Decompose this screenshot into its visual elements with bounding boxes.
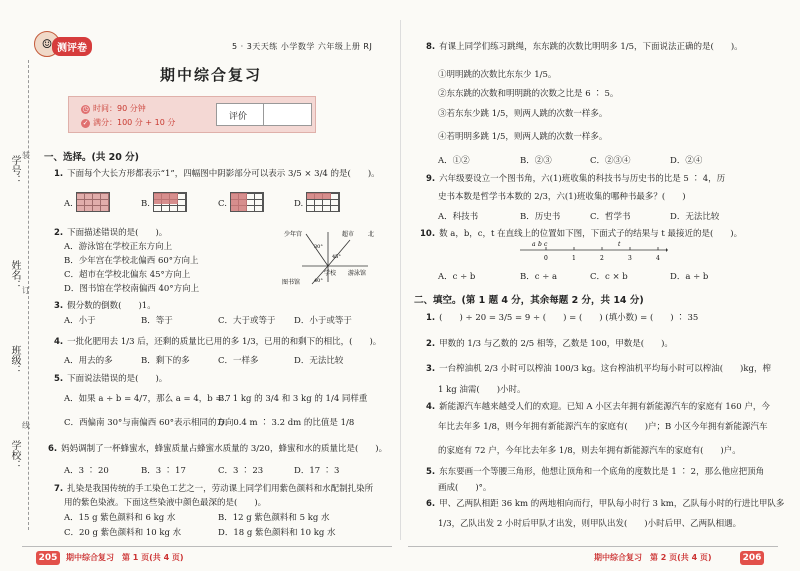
label-school: 学校 xyxy=(324,270,337,277)
fill-5-cont: 画成( )°。 xyxy=(438,483,492,493)
q3-option-c: C．大于或等于 xyxy=(218,316,276,326)
logo-text: 测评卷 xyxy=(52,37,92,56)
evaluation-divider xyxy=(263,104,264,125)
q4-option-b: B．剩下的多 xyxy=(141,356,190,366)
page-number-right: 206 xyxy=(740,551,764,565)
book-header: 5 · 3天天练 小学数学 六年级上册 RJ xyxy=(232,42,373,51)
label-north: 北 xyxy=(368,231,375,238)
q10-option-d: D．a ÷ b xyxy=(670,272,709,282)
total-score: ✓ 满分：100 分 + 10 分 xyxy=(82,118,176,127)
point-a: a xyxy=(532,241,536,248)
question-6: 6. 妈妈调制了一杯蜂蜜水，蜂蜜质量占蜂蜜水质量的 3/20，蜂蜜和水的质量比是( )。 xyxy=(48,444,388,454)
right-footer xyxy=(408,546,778,567)
q6-option-c: C．3 ∶ 23 xyxy=(218,466,264,476)
q2-option-a: A．游泳馆在学校正东方向上 xyxy=(64,242,173,252)
q8-statement-1: ①明明跳的次数比东东少 1/5。 xyxy=(438,70,557,80)
binding-mark-2: 订 xyxy=(22,286,30,295)
angle-30: 30° xyxy=(314,244,323,250)
student-id-label: 学号： xyxy=(9,155,20,185)
q7-option-c: C．20 g 紫色颜料和 10 kg 水 xyxy=(64,528,182,538)
q1-option-a: A. xyxy=(64,199,73,209)
q8-statement-2: ②东东跳的次数和明明跳的次数之比是 6 ∶ 5。 xyxy=(438,89,619,99)
question-1: 1. 下面每个大长方形都表示“1”，四幅图中阴影部分可以表示 3/5 × 3/4 的是( )。 xyxy=(54,169,380,179)
fill-3: 3. 一台榨油机 2/3 小时可以榨油 100/3 kg。这台榨油机平均每小时可以榨油( )kg，榨 xyxy=(426,364,771,374)
q1-option-b: B. xyxy=(141,199,150,209)
q9-option-c: C．哲学书 xyxy=(590,212,631,222)
q9-option-b: B．历史书 xyxy=(520,212,561,222)
section-fill-heading: 二、填空。(第 1 题 4 分，其余每题 2 分，共 14 分) xyxy=(414,295,644,306)
q9-option-d: D．无法比较 xyxy=(670,212,720,222)
left-footer xyxy=(22,546,392,567)
question-7-cont: 用的紫色染液。下面这些染液中颜色最深的是( )。 xyxy=(64,498,267,508)
question-10: 10. 数 a，b，c，t 在直线上的位置如下图，下面式子的结果与 t 最接近的是( )。 xyxy=(420,229,743,239)
footer-text-right: 期中综合复习 第 2 页(共 4 页) xyxy=(594,553,712,562)
clock-icon: ◷ xyxy=(82,105,89,113)
angle-45: 45° xyxy=(332,254,341,260)
q1-figure-a xyxy=(76,192,110,212)
q8-option-d: D．②④ xyxy=(670,156,703,166)
ray-supermarket xyxy=(328,240,350,266)
mascot-icon: ☺ xyxy=(34,31,60,57)
question-9-cont: 史书本数是哲学书本数的 2/3，六(1)班收集的哪种书最多？( ) xyxy=(438,192,686,202)
page-number-left: 205 xyxy=(36,551,60,565)
direction-diagram xyxy=(280,228,380,286)
q4-option-c: C．一样多 xyxy=(218,356,259,366)
q10-option-b: B．c ÷ a xyxy=(520,272,558,282)
point-b: b xyxy=(538,241,542,248)
q2-option-b: B．少年宫在学校北偏西 60°方向上 xyxy=(64,256,199,266)
q1-figure-d xyxy=(306,192,340,212)
q5-option-c: C．西偏南 30°与南偏西 60°表示相同的方向 xyxy=(64,418,234,428)
point-c: c xyxy=(544,241,548,248)
question-5: 5. 下面说法错误的是( )。 xyxy=(54,374,168,384)
evaluation-box xyxy=(216,103,312,126)
q3-option-d: D．小于或等于 xyxy=(294,316,352,326)
tick-label-0: 0 xyxy=(544,255,548,262)
q3-option-b: B．等于 xyxy=(141,316,173,326)
q3-option-a: A．小于 xyxy=(64,316,96,326)
question-9: 9. 六年级要设立一个图书角，六(1)班收集的科技书与历史书的比是 5 ∶ 4，历 xyxy=(426,174,726,184)
binding-mark-3: 线 xyxy=(22,421,30,430)
number-line xyxy=(520,240,668,264)
label-pool: 游泳馆 xyxy=(348,270,367,277)
q7-option-a: A．15 g 紫色颜料和 6 kg 水 xyxy=(64,513,176,523)
label-supermarket: 超市 xyxy=(342,231,355,238)
tick-label-4: 4 xyxy=(656,255,660,262)
q8-statement-4: ④若明明多跳 1/5，则两人跳的次数一样多。 xyxy=(438,132,608,142)
fill-6-cont: 1/3，乙队出发 2 小时后甲队才出发，则甲队出发( )小时后甲、乙两队相遇。 xyxy=(438,519,742,529)
exam-info-box xyxy=(68,96,316,133)
label-library: 图书馆 xyxy=(282,279,301,286)
q4-option-a: A．用去的多 xyxy=(64,356,113,366)
q9-option-a: A．科技书 xyxy=(438,212,479,222)
fill-4: 4. 新能源汽车越来越受人们的欢迎。已知 A 小区去年拥有新能源汽车的家庭有 160 户，今 xyxy=(426,402,770,412)
fill-4-cont-1: 年比去年多 1/8，则今年拥有新能源汽车的家庭有( )户；B 小区今年拥有新能源汽车 xyxy=(438,422,768,432)
page-fold xyxy=(400,20,401,540)
q6-option-b: B．3 ∶ 17 xyxy=(141,466,186,476)
question-3: 3. 假分数的倒数( )1。 xyxy=(54,301,156,311)
q10-option-c: C．c × b xyxy=(590,272,628,282)
school-label: 学校： xyxy=(9,440,20,470)
point-t: t xyxy=(618,241,621,248)
name-label: 姓名： xyxy=(9,260,20,290)
evaluation-label: 评价 xyxy=(229,112,248,122)
binding-mark-1: 装 xyxy=(22,151,30,160)
q5-option-d: D．0.4 m ∶ 3.2 dm 的比值是 1/8 xyxy=(218,418,355,428)
angle-40: 40° xyxy=(314,278,323,284)
q8-option-a: A．①② xyxy=(438,156,470,166)
q6-option-a: A．3 ∶ 20 xyxy=(64,466,109,476)
q1-figure-c xyxy=(230,192,264,212)
question-2: 2. 下面描述错误的是( )。 xyxy=(54,228,168,238)
q8-statement-3: ③若东东少跳 1/5，则两人跳的次数一样多。 xyxy=(438,109,608,119)
fill-4-cont-2: 的家庭有 72 户，今年比去年多 1/8，则去年拥有新能源汽车的家庭有( )户。 xyxy=(438,446,741,456)
q1-figure-b xyxy=(153,192,187,212)
number-line-arrow xyxy=(666,248,668,252)
q4-option-d: D．无法比较 xyxy=(294,356,344,366)
class-label: 班级： xyxy=(9,345,20,375)
q7-option-d: D．18 g 紫色颜料和 10 kg 水 xyxy=(218,528,336,538)
fill-6: 6. 甲、乙两队相距 36 km 的两地相向而行，甲队每小时行 3 km，乙队每小时的行进比甲队多 xyxy=(426,499,785,509)
fill-5: 5. 东东要画一个等腰三角形，他想让顶角和一个底角的度数比是 1 ∶ 2，那么他应把顶角 xyxy=(426,467,765,477)
fill-1: 1. ( ) ÷ 20 = 3/5 = 9 ÷ ( ) = ( ) (填小数) = ( ) ∶ 35 xyxy=(426,313,699,323)
right-page xyxy=(400,0,800,571)
q8-option-c: C．②③④ xyxy=(590,156,631,166)
section-choice-heading: 一、选择。(共 20 分) xyxy=(44,152,140,163)
ray-youth-palace xyxy=(306,234,328,266)
footer-text-left: 期中综合复习 第 1 页(共 4 页) xyxy=(66,553,184,562)
q1-option-d: D. xyxy=(294,199,304,209)
q1-option-c: C. xyxy=(218,199,227,209)
label-youth-palace: 少年宫 xyxy=(284,231,303,238)
fill-3-cont: 1 kg 油需( )小时。 xyxy=(438,385,526,395)
q2-option-d: D．图书馆在学校南偏西 40°方向上 xyxy=(64,284,200,294)
fill-2: 2. 甲数的 1/3 与乙数的 2/5 相等，乙数是 100，甲数是( )。 xyxy=(426,339,673,349)
q7-option-b: B．12 g 紫色颜料和 5 kg 水 xyxy=(218,513,330,523)
q2-option-c: C．超市在学校北偏东 45°方向上 xyxy=(64,270,191,280)
time-limit: ◷ 时间：90 分钟 xyxy=(82,104,146,113)
question-8: 8. 有课上同学们练习跳绳，东东跳的次数比明明多 1/5，下面说法正确的是( )。 xyxy=(426,42,743,52)
tick-label-3: 3 xyxy=(628,255,632,262)
q5-option-b: B．1 kg 的 3/4 和 3 kg 的 1/4 同样重 xyxy=(218,394,368,404)
q8-option-b: B．②③ xyxy=(520,156,552,166)
question-7: 7. 扎染是我国传统的手工染色工艺之一，劳动课上同学们用紫色颜料和水配制扎染所 xyxy=(54,484,374,494)
brand-logo xyxy=(34,35,96,55)
q10-option-a: A．c ÷ b xyxy=(438,272,476,282)
tick-label-2: 2 xyxy=(600,255,604,262)
page-title: 期中综合复习 xyxy=(160,66,263,84)
question-4: 4. 一批化肥用去 1/3 后，还剩的质量比已用的多 1/3，已用的和剩下的相比，( )。 xyxy=(54,337,382,347)
tick-label-1: 1 xyxy=(572,255,576,262)
q6-option-d: D．17 ∶ 3 xyxy=(294,466,340,476)
q5-option-a: A．如果 a ÷ b = 4/7，那么 a = 4，b = 7 xyxy=(64,394,231,404)
score-icon: ✓ xyxy=(82,119,89,127)
binding-gutter xyxy=(0,0,40,571)
